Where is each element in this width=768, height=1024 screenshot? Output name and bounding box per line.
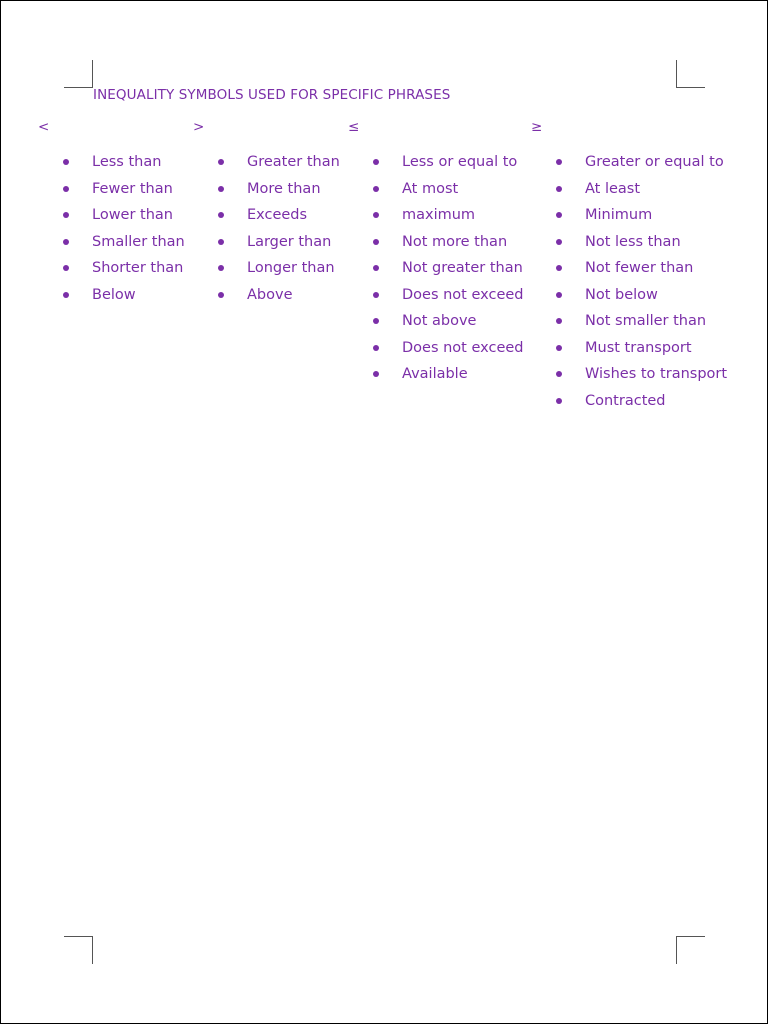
bullet-icon [218,265,224,271]
bullet-icon [556,318,562,324]
phrase-text: Available [402,366,468,382]
phrase-text: At least [585,180,641,197]
phrase-text: Less or equal to [402,154,518,170]
symbol-greater-than: > [193,119,205,135]
bullet-icon [218,239,224,245]
phrase-text: Below [92,286,136,303]
phrase-text: Not greater than [402,260,523,276]
phrase-text: Minimum [585,207,653,223]
symbol-less-or-equal: ≤ [348,119,360,135]
document-title: INEQUALITY SYMBOLS USED FOR SPECIFIC PHRASES [93,87,451,103]
bullet-icon [556,159,562,165]
phrase-text: Fewer than [92,180,173,197]
bullet-icon [373,186,379,192]
phrase-text: Lower than [92,207,173,223]
phrase-text: Does not exceed [402,286,524,303]
bullet-icon [556,212,562,218]
phrase-text: At most [402,180,459,197]
symbol-greater-or-equal: ≥ [531,119,543,135]
phrase-text: Greater or equal to [585,154,724,170]
bullet-icon [373,212,379,218]
bullet-icon [63,212,69,218]
bullet-icon [373,265,379,271]
symbol-less-than: < [38,119,50,135]
phrase-text: More than [247,180,321,197]
bullet-icon [218,292,224,298]
phrase-text: Larger than [247,233,332,250]
phrase-text: Not fewer than [585,260,694,276]
bullet-icon [63,186,69,192]
phrase-text: Above [247,286,293,303]
bullet-icon [373,239,379,245]
phrase-text: Longer than [247,260,335,276]
phrase-text: Not above [402,313,477,329]
phrase-text: Shorter than [92,260,184,276]
bullet-icon [218,186,224,192]
bullet-icon [373,318,379,324]
bullet-icon [556,371,562,377]
phrase-text: maximum [402,207,476,223]
bullet-icon [218,159,224,165]
phrase-text: Wishes to transport [585,366,728,382]
bullet-icon [63,292,69,298]
bullet-icon [556,186,562,192]
phrase-text: Not below [585,286,658,303]
bullet-icon [63,265,69,271]
bullet-icon [556,239,562,245]
bullet-icon [373,345,379,351]
phrase-text: Not smaller than [585,313,707,329]
bullet-icon [63,239,69,245]
bullet-icon [556,398,562,404]
phrase-text: Greater than [247,154,340,170]
bullet-icon [373,371,379,377]
bullet-icon [373,159,379,165]
phrase-text: Not more than [402,233,508,250]
bullet-icon [556,265,562,271]
phrase-text: Does not exceed [402,339,524,356]
phrase-text: Less than [92,154,162,170]
phrase-text: Exceeds [247,207,308,223]
bullet-icon [556,292,562,298]
phrase-text: Contracted [585,392,666,409]
bullet-icon [218,212,224,218]
phrase-text: Must transport [585,339,692,356]
bullet-icon [373,292,379,298]
phrase-text: Not less than [585,233,681,250]
bullet-icon [63,159,69,165]
bullet-icon [556,345,562,351]
phrase-text: Smaller than [92,233,185,250]
